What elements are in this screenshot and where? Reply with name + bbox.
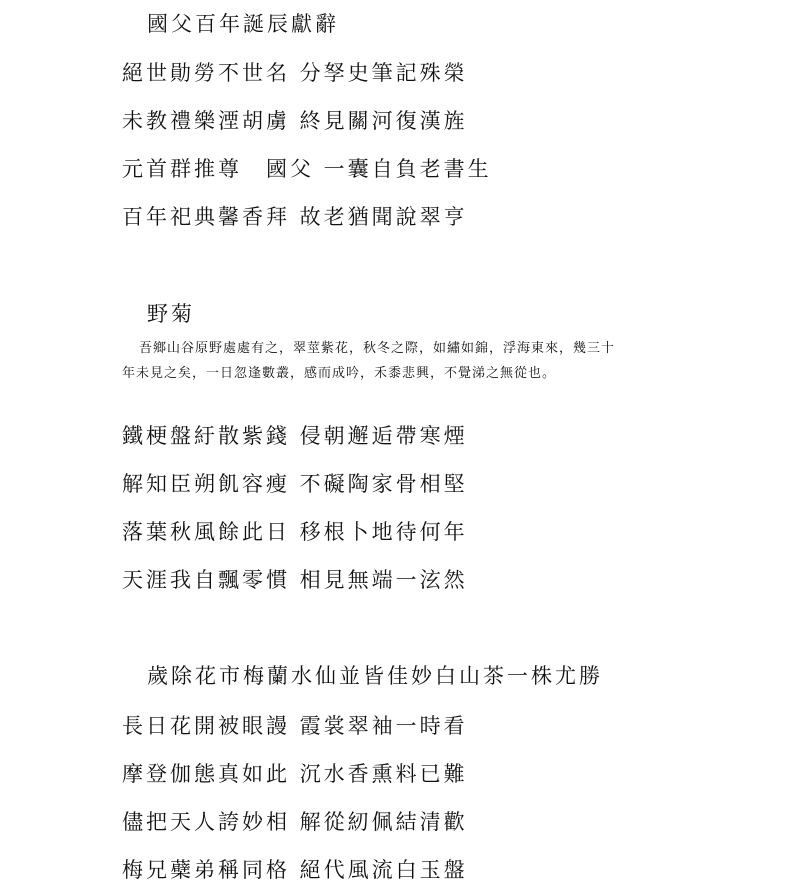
poem1-line-1: 絕世勛勞不世名 分孥史筆記殊榮: [122, 61, 468, 85]
poem2-line-2: 解知臣朔飢容瘦 不礙陶家骨相堅: [122, 472, 468, 496]
poem3-title: 歲除花市梅蘭水仙並皆佳妙白山茶一株尤勝: [147, 664, 603, 688]
poem3-line-4: 梅兄蘗弟稱同格 絕代風流白玉盤: [122, 858, 468, 882]
poem2-preface: [122, 336, 682, 386]
poem2-preface-line-1: 吾鄉山谷原野處處有之，翠莖紫花，秋冬之際，如繡如錦，浮海東來，幾三十: [139, 341, 616, 356]
poem2-title: 野菊: [147, 302, 195, 326]
poem1-line-4: 百年祀典馨香拜 故老猶聞說翠亨: [122, 205, 468, 229]
poem1-line-3: 元首群推尊 國父 一囊自負老書生: [122, 157, 492, 181]
poem1-line-2: 未教禮樂湮胡虜 終見關河復漢旌: [122, 109, 468, 133]
poem2-line-1: 鐵梗盤紆散紫錢 侵朝邂逅帶寒煙: [122, 424, 468, 448]
poem1-title: 國父百年誕辰獻辭: [147, 12, 339, 36]
poem3-line-2: 摩登伽態真如此 沉水香熏料已難: [122, 762, 468, 786]
poem2-line-4: 天涯我自飄零慣 相見無端一泫然: [122, 568, 468, 592]
poem3-line-3: 儘把天人誇妙相 解從紉佩結清歡: [122, 810, 468, 834]
poem2-line-3: 落葉秋風餘此日 移根卜地待何年: [122, 520, 468, 544]
poem3-line-1: 長日花開被眼謾 霞裳翠袖一時看: [122, 714, 468, 738]
poem2-preface-line-2: 年未見之矣，一日忽逢數叢，感而成吟，禾黍悲興，不覺涕之無從也。: [122, 366, 557, 381]
